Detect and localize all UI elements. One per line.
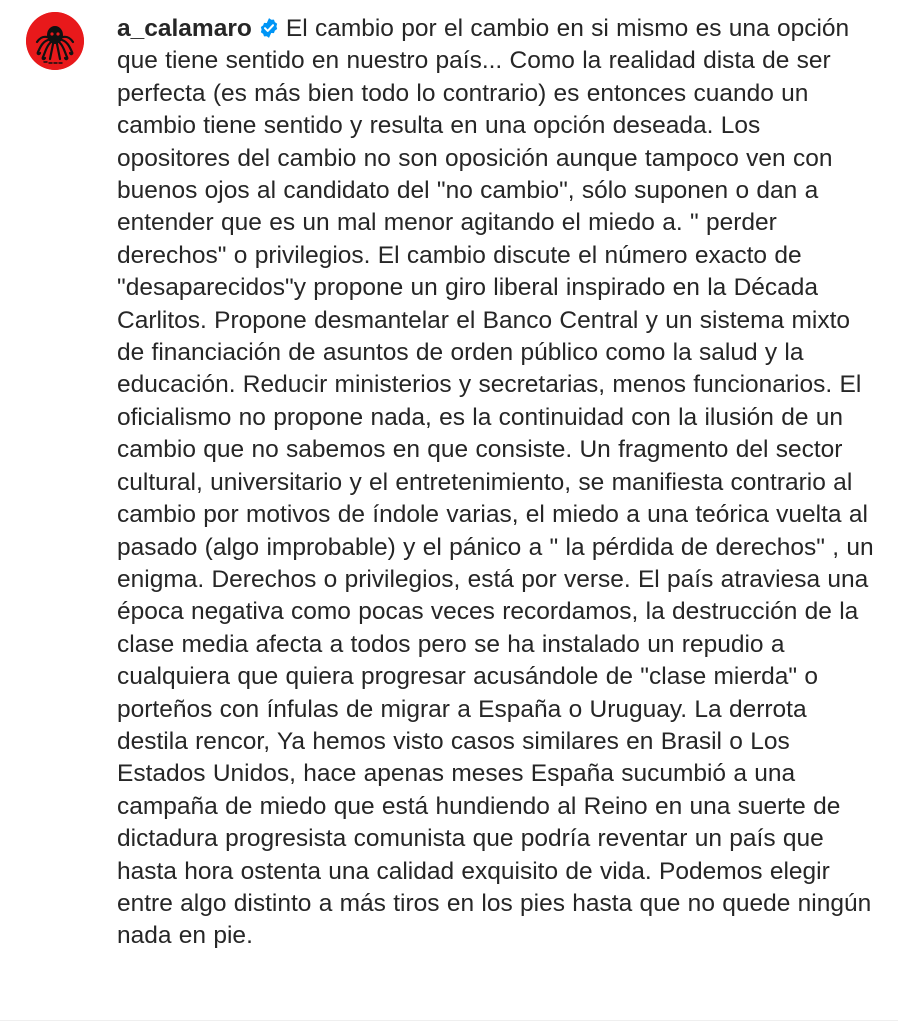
divider [0,1020,898,1021]
caption-text: El cambio por el cambio en si mismo es una opción que tiene sentido en nuestro país... Como la realidad dista de ser perfecta (es más bien todo lo contrario) es entonces cuando un cambio tiene sentido y resulta en una opción deseada. Los opositores del cambio no son oposición aunque tampoco ven con buenos ojos al candidato del "no cambio", sólo suponen o dan a entender que es un mal menor agitando el miedo a. " perder derechos" o privilegios. El cambio discute el número exacto de "desaparecidos"y propone un giro liberal inspirado en la Década Carlitos. Propone desmantelar el Banco Central y un sistema mixto de financiación de asuntos de orden público como la salud y la educación. Reducir ministerios y secretarias, menos funcionarios. El oficialismo no propone nada, es la continuidad con la ilusión de un cambio que no sabemos en que consiste. Un fragmento del sector cultural, universitario y el entretenimiento, se manifiesta contrario al cambio por motivos de índole varias, el miedo a una teórica vuelta al pasado (algo improbable) y el pánico a " la pérdida de derechos" , un enigma. Derechos o privilegios, está por verse. El país atraviesa una época negativa como pocas veces recordamos, la destrucción de la clase media afecta a todos pero se ha instalado un repudio a cualquiera que quiera progresar acusándole de "clase mierda" o porteños con ínfulas de migrar a España o Uruguay. La derrota destila rencor, Ya hemos visto casos similares en Brasil o Los Estados Unidos, hace apenas meses España sucumbió a una campaña de miedo que está hundiendo al Reino en una suerte de dictadura progresista comunista que podría reventar un país que hasta hora ostenta una calidad exquisito de vida. Podemos elegir entre algo distinto a más tiros en los pies hasta que no quede ningún nada en pie. [117,15,874,950]
post-caption [117,13,877,953]
avatar[interactable] [26,12,84,70]
username-link[interactable]: a_calamaro [117,15,252,42]
octopus-logo-icon [26,12,84,70]
verified-badge-icon [258,17,280,39]
